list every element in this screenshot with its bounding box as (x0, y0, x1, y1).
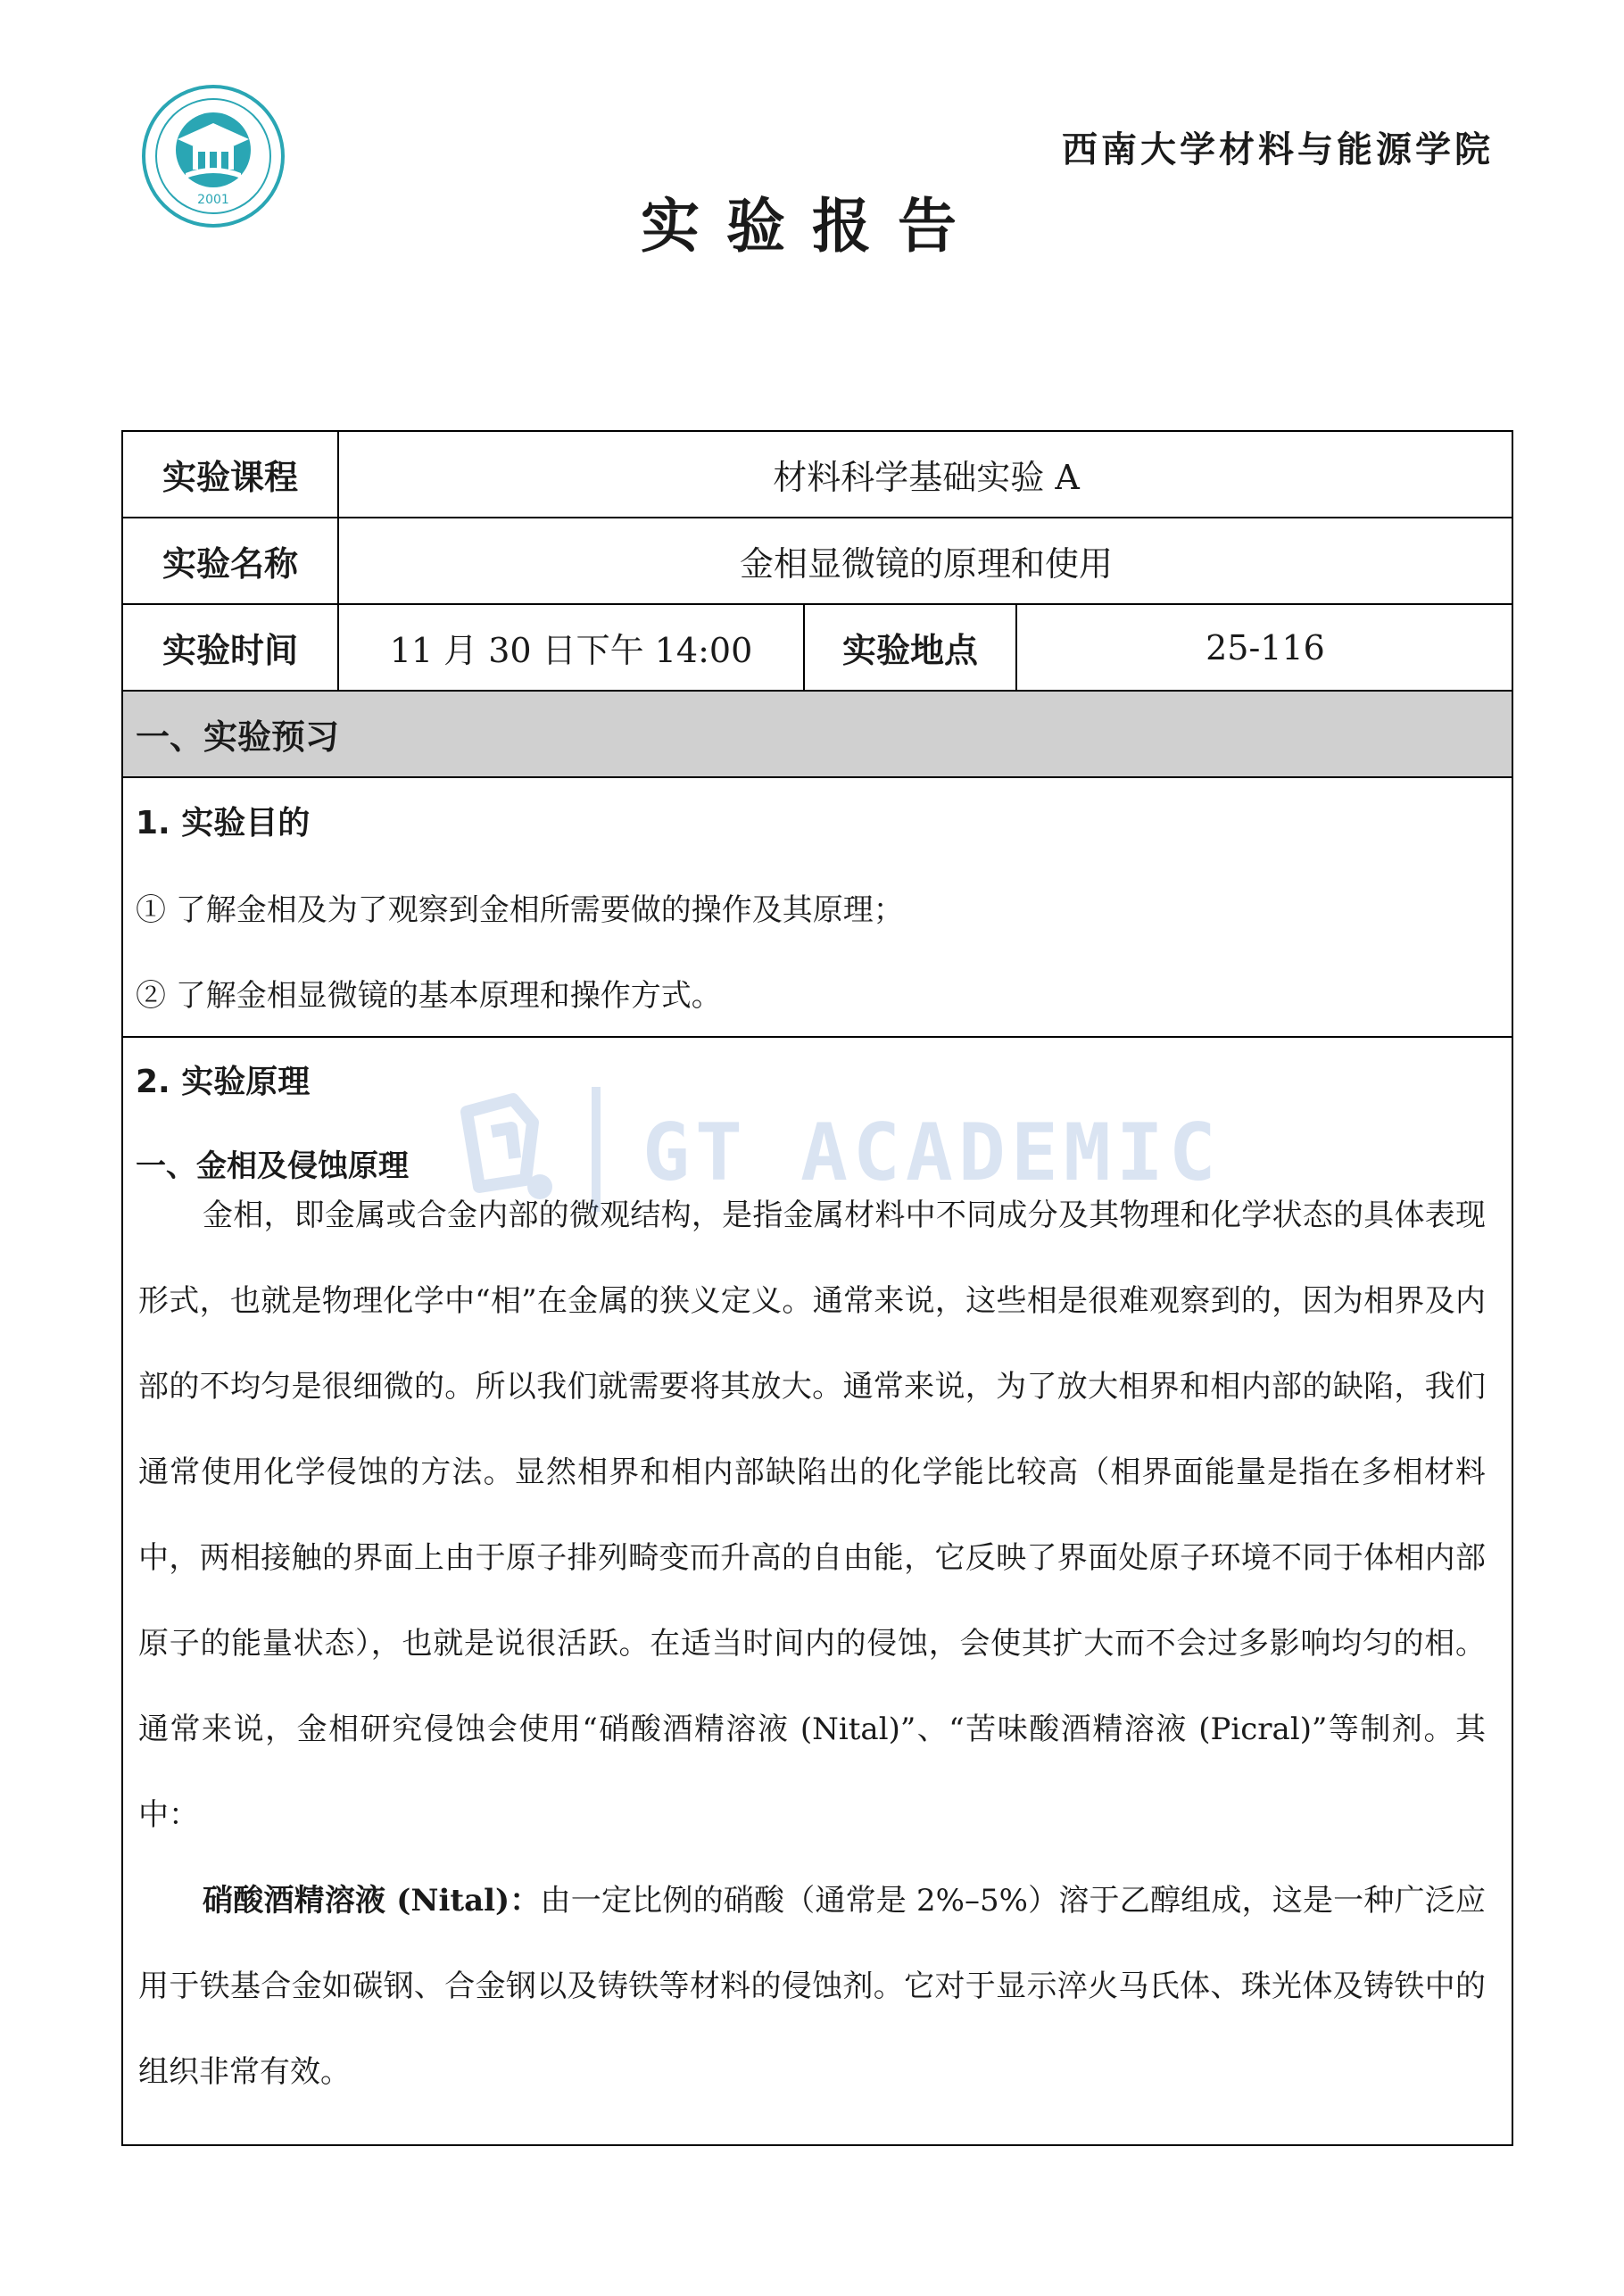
watermark-text: GT ACADEMIC (642, 1107, 1222, 1198)
place-label: 实验地点 (803, 605, 1015, 690)
principle-heading: 2. 实验原理 (136, 1064, 311, 1100)
watermark-logo-icon (451, 1087, 629, 1212)
report-table (121, 430, 1513, 2146)
purpose-item-1: ① 了解金相及为了观察到金相所需要做的操作及其原理； (136, 892, 904, 928)
page-title: 实验报告 (641, 191, 983, 261)
course-value: 材料科学基础实验 A (337, 432, 1513, 517)
place-value: 25-116 (1015, 605, 1513, 690)
divider (123, 1036, 1512, 1038)
nital-paragraph (138, 1858, 1486, 2115)
experiment-name-row (123, 518, 1512, 605)
svg-text:2001: 2001 (197, 193, 229, 207)
section-preview-heading: 一、实验预习 (123, 692, 1512, 778)
name-label: 实验名称 (162, 544, 298, 584)
course-row (123, 432, 1512, 518)
purpose-heading: 1. 实验目的 (136, 805, 311, 841)
time-label: 实验时间 (162, 631, 298, 670)
time-value: 11 月 30 日下午 14:00 (337, 605, 803, 690)
principle-subheading: 一、金相及侵蚀原理 (136, 1148, 409, 1184)
name-value: 金相显微镜的原理和使用 (337, 518, 1513, 603)
time-place-row (123, 605, 1512, 692)
course-label: 实验课程 (162, 458, 298, 497)
principle-paragraph: 金相，即金属或合金内部的微观结构，是指金属材料中不同成分及其物理和化学状态的具体表现形式，也就是物理化学中“相”在金属的狭义定义。通常来说，这些相是很难观察到的，因为相界及内部的不均匀是很细微的。所以我们就需要将其放大。通常来说，为了放大相界和相内部的缺陷，我们通常使用化学侵蚀的方法。显然相界和相内部缺陷出的化学能比较高（相界面能量是指在多相材料中，两相接触的界面上由于原子排列畸变而升高的自由能，它反映了界面处原子环境不同于体相内部原子的能量状态），也就是说很活跃。在适当时间内的侵蚀，会使其扩大而不会过多影响均匀的相。通常来说，金相研究侵蚀会使用“硝酸酒精溶液 (Nital)”、“苦味酸酒精溶液 (Picral)”等制剂。其中： (138, 1198, 1486, 1833)
nital-term: 硝酸酒精溶液 (Nital)： (203, 1883, 541, 1919)
nital-description: 由一定比例的硝酸（通常是 2%–5%）溶于乙醇组成，这是一种广泛应用于铁基合金如碳钢、合金钢以及铸铁等材料的侵蚀剂。它对于显示淬火马氏体、珠光体及铸铁中的组织非常有效。 (138, 1883, 1487, 2090)
institute-name: 西南大学材料与能源学院 (1062, 128, 1494, 170)
watermark (451, 1087, 1222, 1212)
purpose-item-2: ② 了解金相显微镜的基本原理和操作方式。 (136, 978, 722, 1014)
